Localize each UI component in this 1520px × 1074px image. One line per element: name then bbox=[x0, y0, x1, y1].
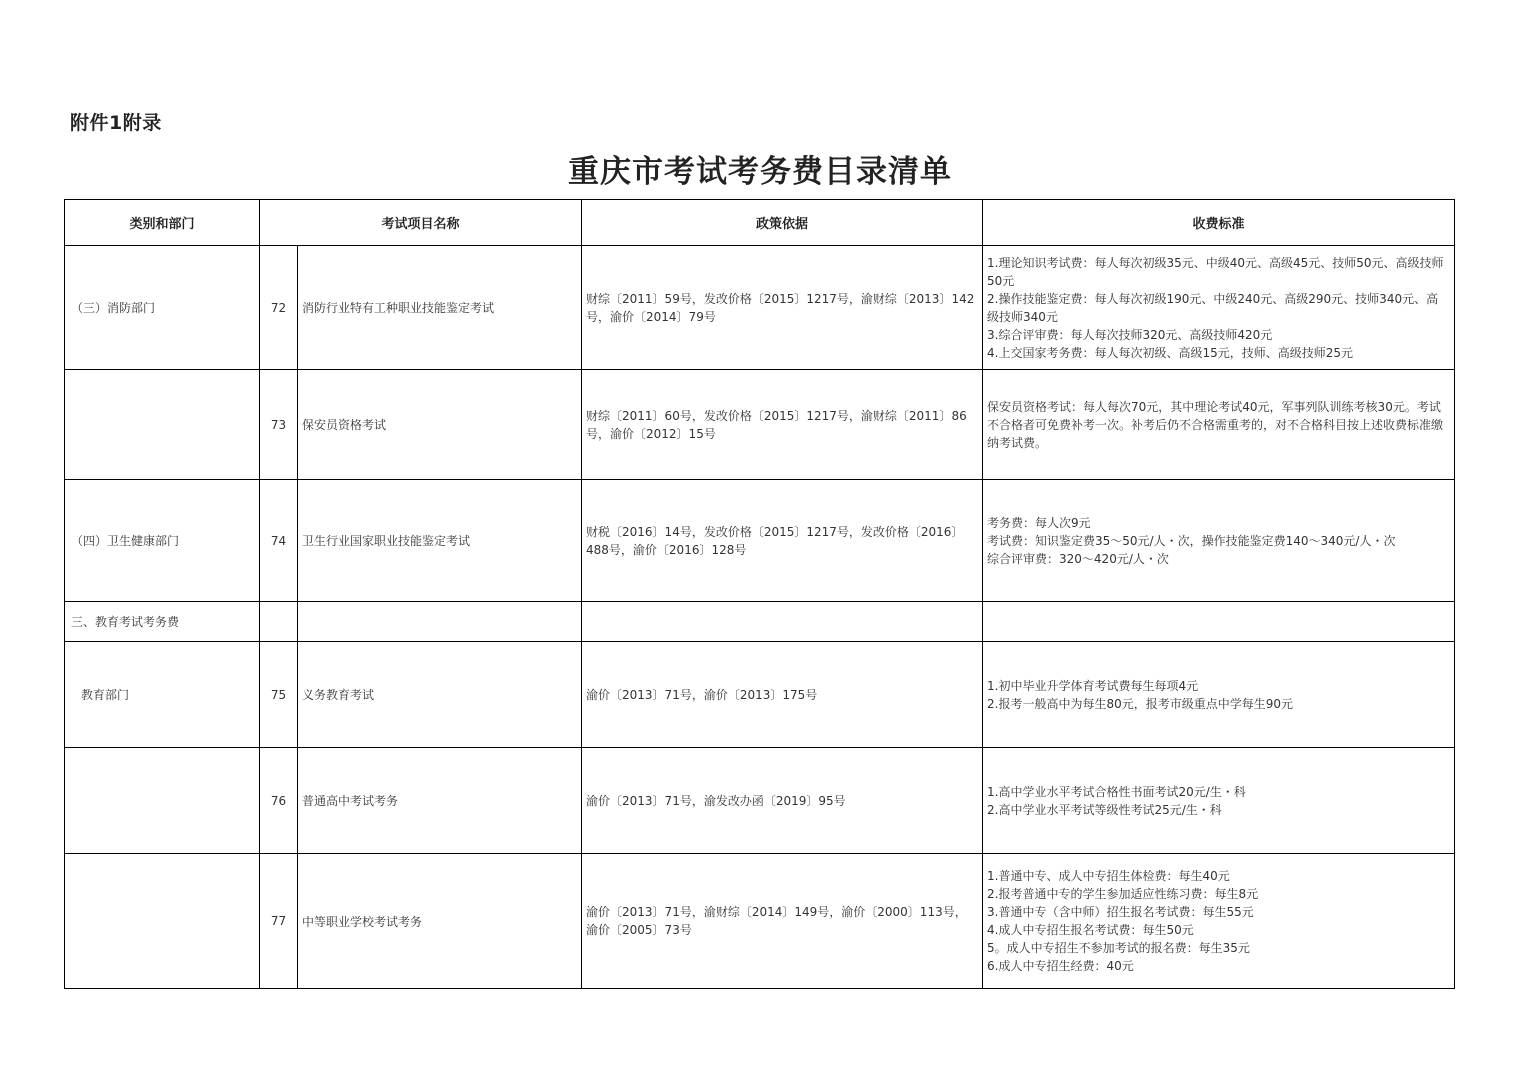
row-policy bbox=[582, 602, 983, 642]
row-policy: 财综〔2011〕59号，发改价格〔2015〕1217号，渝财综〔2013〕142号，渝价〔2014〕79号 bbox=[582, 246, 983, 370]
row-category: 教育部门 bbox=[65, 642, 260, 748]
row-fee: 1.高中学业水平考试合格性书面考试20元/生・科 2.高中学业水平考试等级性考试25元/生・科 bbox=[983, 748, 1455, 854]
document-title: 重庆市考试考务费目录清单 bbox=[568, 154, 952, 190]
table-row bbox=[65, 370, 1455, 480]
row-policy: 渝价〔2013〕71号，渝财综〔2014〕149号，渝价〔2000〕113号，渝价〔2005〕73号 bbox=[582, 854, 983, 989]
column-header-policy: 政策依据 bbox=[582, 200, 983, 246]
row-policy: 渝价〔2013〕71号，渝价〔2013〕175号 bbox=[582, 642, 983, 748]
row-fee: 保安员资格考试：每人每次70元，其中理论考试40元，军事列队训练考核30元。考试不合格者可免费补考一次。补考后仍不合格需重考的，对不合格科目按上述收费标准缴纳考试费。 bbox=[983, 370, 1455, 480]
row-exam-name: 义务教育考试 bbox=[298, 642, 582, 748]
attachment-label: 附件1附录 bbox=[70, 112, 162, 134]
row-exam-name: 卫生行业国家职业技能鉴定考试 bbox=[298, 480, 582, 602]
row-exam-name bbox=[298, 602, 582, 642]
row-fee: 考务费：每人次9元 考试费：知识鉴定费35～50元/人・次，操作技能鉴定费140～340元/人・次 综合评审费：320～420元/人・次 bbox=[983, 480, 1455, 602]
table-header-row bbox=[65, 200, 1455, 246]
table-row bbox=[65, 748, 1455, 854]
section-label: 三、教育考试考务费 bbox=[65, 602, 260, 642]
row-fee bbox=[983, 602, 1455, 642]
row-fee: 1.初中毕业升学体育考试费每生每项4元 2.报考一般高中为每生80元，报考市级重点中学每生90元 bbox=[983, 642, 1455, 748]
table-section-row bbox=[65, 602, 1455, 642]
row-fee: 1.理论知识考试费：每人每次初级35元、中级40元、高级45元、技师50元、高级技师50元 2.操作技能鉴定费：每人每次初级190元、中级240元、高级290元、技师340元、高级技师340元 3.综合评审费：每人每次技师320元、高级技师420元 4.上交国家考务费：每人每次初级、高级15元，技师、高级技师25元 bbox=[983, 246, 1455, 370]
row-exam-name: 消防行业特有工种职业技能鉴定考试 bbox=[298, 246, 582, 370]
table-row bbox=[65, 854, 1455, 989]
row-number: 72 bbox=[260, 246, 298, 370]
column-header-exam-name: 考试项目名称 bbox=[260, 200, 582, 246]
row-policy: 渝价〔2013〕71号，渝发改办函〔2019〕95号 bbox=[582, 748, 983, 854]
row-number: 73 bbox=[260, 370, 298, 480]
row-category bbox=[65, 370, 260, 480]
row-exam-name: 普通高中考试考务 bbox=[298, 748, 582, 854]
table-row bbox=[65, 480, 1455, 602]
row-exam-name: 保安员资格考试 bbox=[298, 370, 582, 480]
row-number bbox=[260, 602, 298, 642]
row-category bbox=[65, 854, 260, 989]
row-category bbox=[65, 748, 260, 854]
row-fee: 1.普通中专、成人中专招生体检费：每生40元 2.报考普通中专的学生参加适应性练习费：每生8元 3.普通中专（含中师）招生报名考试费：每生55元 4.成人中专招生报名考试费：每生50元 5。成人中专招生不参加考试的报名费：每生35元 6.成人中专招生经费：40元 bbox=[983, 854, 1455, 989]
row-exam-name: 中等职业学校考试考务 bbox=[298, 854, 582, 989]
column-header-category: 类别和部门 bbox=[65, 200, 260, 246]
row-number: 76 bbox=[260, 748, 298, 854]
row-number: 77 bbox=[260, 854, 298, 989]
table-row bbox=[65, 642, 1455, 748]
column-header-fee: 收费标准 bbox=[983, 200, 1455, 246]
row-policy: 财综〔2011〕60号，发改价格〔2015〕1217号，渝财综〔2011〕86号，渝价〔2012〕15号 bbox=[582, 370, 983, 480]
row-category: （四）卫生健康部门 bbox=[65, 480, 260, 602]
row-category: （三）消防部门 bbox=[65, 246, 260, 370]
table-row bbox=[65, 246, 1455, 370]
row-policy: 财税〔2016〕14号，发改价格〔2015〕1217号，发改价格〔2016〕488号，渝价〔2016〕128号 bbox=[582, 480, 983, 602]
fee-catalog-table bbox=[64, 199, 1455, 989]
row-number: 75 bbox=[260, 642, 298, 748]
row-number: 74 bbox=[260, 480, 298, 602]
